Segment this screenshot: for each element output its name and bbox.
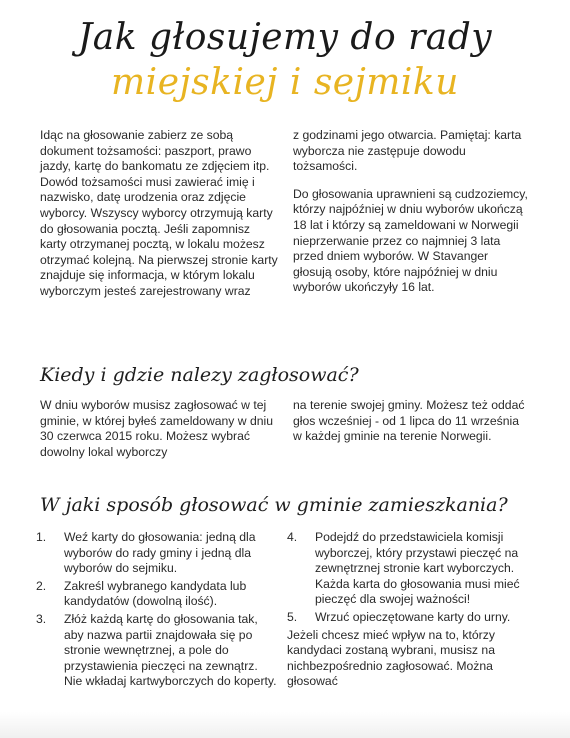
title-line-1: Jak głosujemy do rady — [77, 17, 493, 58]
how-after-paragraph: Jeżeli chcesz mieć wpływ na to, którzy kandydaci zostaną wybrani, musisz na nichbezpośrednio zagłosować. Można głosować — [287, 627, 495, 689]
steps-list-left — [36, 530, 278, 690]
intro-right-paragraph-2: Do głosowania uprawnieni są cudzoziemcy, którzy najpóźniej w dniu wyborów ukończą 18 lat i którzy są zameldowani w Norwegii nieprzerwanie przez co najmniej 3 lata przed dniem wyborów. W Stavanger głosują osoby, które najpóźniej w dniu wyborów ukończyły 16 lat. — [293, 186, 528, 295]
bottom-fade — [0, 712, 570, 738]
intro-left-paragraph: Idąc na głosowanie zabierz ze sobą dokument tożsamości: paszport, prawo jazdy, kartę do bankomatu ze zdjęciem itp. Dowód tożsamości musi zawierać imię i nazwisko, datę urodzenia oraz zdjęcie wyborcy. Wszyscy wyborcy otrzymują karty do głosowania pocztą. Jeśli zapomnisz karty otrzymanej pocztą, w lokalu możesz otrzymać kolejną. Na pierwszej stronie karty znajduje się informacja, w którym lokalu wyborczym jesteś zarejestrowany wraz — [40, 128, 278, 298]
intro-left-column — [40, 128, 278, 300]
when-left-column — [40, 398, 278, 460]
how-right-column — [287, 530, 532, 690]
when-left-paragraph: W dniu wyborów musisz zagłosować w tej gminie, w której byłeś zameldowany w dniu 30 czerwca 2015 roku. Możesz wybrać dowolny lokal wyborczy — [40, 398, 274, 459]
list-item: 3. Złóż każdą kartę do głosowania tak, aby nazwa partii znajdowała się po stronie wewnętrznej, a pole do przystawienia pieczęci na zewnątrz. Nie wkładaj kartwyborczych do koperty. — [36, 611, 277, 689]
section-heading-when: Kiedy i gdzie nalezy zagłosować? — [40, 364, 359, 386]
steps-list-right — [287, 530, 532, 626]
page-title — [0, 16, 570, 105]
list-item: 1. Weź karty do głosowania: jedną dla wyborów do rady gminy i jedną dla wyborów do sejmiku. — [36, 530, 256, 576]
list-item: 4. Podejdź do przedstawiciela komisji wyborczej, który przystawi pieczęć na zewnętrznej stronie kart wyborczych. Każda karta do głosowania musi mieć pieczęć dla swojej ważności! — [287, 530, 520, 607]
section-heading-how: W jaki sposób głosować w gminie zamieszkania? — [40, 494, 508, 516]
intro-right-column — [293, 128, 528, 296]
list-item: 2. Zakreśl wybranego kandydata lub kandydatów (dowolną ilość). — [36, 578, 247, 609]
when-right-paragraph: na terenie swojej gminy. Możesz też oddać głos wcześniej - od 1 lipca do 11 września w każdej gminie na terenie Norwegii. — [293, 398, 525, 444]
list-item: 5. Wrzuć opieczętowane karty do urny. — [287, 609, 511, 624]
how-left-column — [36, 530, 278, 692]
title-line-2: miejskiej i sejmiku — [111, 62, 459, 103]
when-right-column — [293, 398, 528, 445]
intro-right-paragraph-1: z godzinami jego otwarcia. Pamiętaj: karta wyborcza nie zastępuje dowodu tożsamości. — [293, 128, 522, 174]
